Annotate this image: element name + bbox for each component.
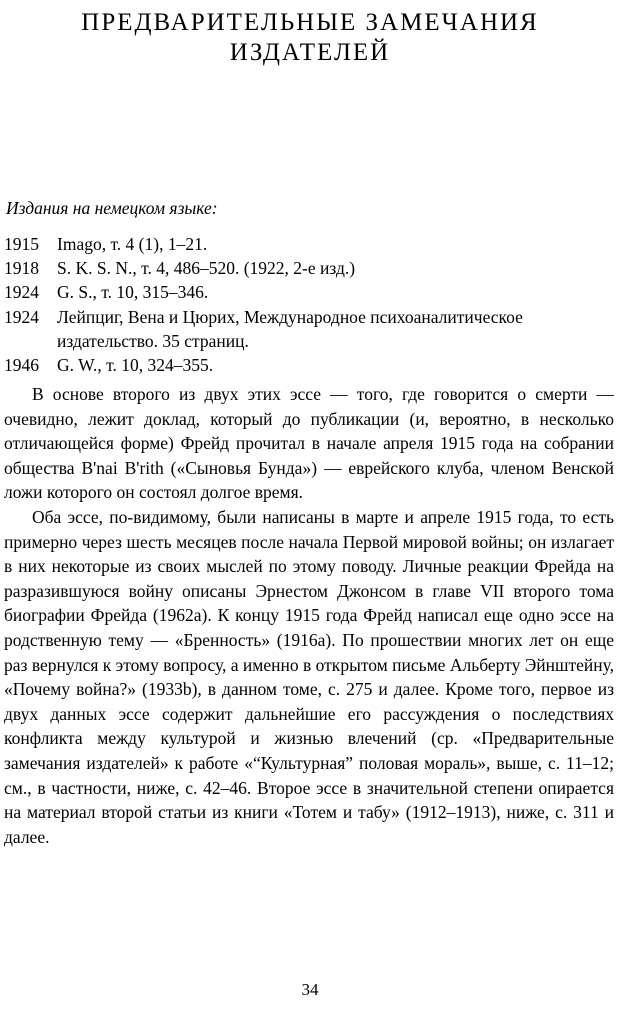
title-line-2: ИЗДАТЕЛЕЙ xyxy=(229,39,391,66)
edition-year: 1924 xyxy=(4,306,39,327)
paragraph: В основе второго из двух этих эссе — того, где говорится о смерти — очевидно, лежит доклад, который до публикации (и, вероятно, в несколько отличающейся форме) Фрейд прочитал в начале апреля 1915 года на собрании общества B'nai B'rith («Сыновья Бунда») — еврейского клуба, членом Венской ложи которого он состоял долгое время. xyxy=(4,384,614,503)
edition-text: Лейпциг, Вена и Цюрих, Международное психоаналитическое издательство. 35 страниц. xyxy=(57,306,523,351)
edition-entry xyxy=(4,256,614,280)
edition-year: 1915 xyxy=(4,234,39,254)
edition-entry xyxy=(4,305,614,353)
edition-year: 1946 xyxy=(4,355,39,376)
edition-text: G. W., т. 10, 324–355. xyxy=(57,355,214,376)
edition-text: Imago, т. 4 (1), 1–21. xyxy=(57,234,208,254)
edition-year: 1924 xyxy=(4,282,39,303)
body-text xyxy=(4,382,614,849)
edition-entry xyxy=(4,280,614,304)
paragraph: Оба эссе, по-видимому, были написаны в марте и апреле 1915 года, то есть примерно через шесть месяцев после начала Первой мировой войны; он излагает в них некоторые из своих мыслей по этому поводу. Личные реакции Фрейда на разразившуюся войну описаны Эрнестом Джонсом в главе VII второго тома биографии Фрейда (1962a). К концу 1915 года Фрейд написал еще одно эссе на родственную тему — «Бренность» (1916a). По прошествии многих лет он еще раз вернулся к этому вопросу, а именно в открытом письме Альберту Эйнштейну, «Почему война?» (1933b), в данном томе, с. 275 и далее. Кроме того, первое из двух данных эссе содержит дальнейшие его рассуждения о последствиях конфликта между культурой и жизнью влечений (ср. «Предварительные замечания издателей» к работе «“Культурная” половая мораль», выше, с. 11–12; см., в частности, ниже, с. 42–46. Второе эссе в значительной степени опирается на материал второй статьи из книги «Тотем и табу» (1912–1913), ниже, с. 311 и далее. xyxy=(4,506,614,847)
editions-list xyxy=(4,232,614,377)
page-title xyxy=(0,8,620,68)
edition-entry xyxy=(4,353,614,377)
edition-year: 1918 xyxy=(4,258,39,279)
edition-entry xyxy=(4,232,614,256)
edition-text: S. K. S. N., т. 4, 486–520. (1922, 2-е изд.) xyxy=(57,258,356,279)
edition-text: G. S., т. 10, 315–346. xyxy=(57,282,209,303)
editions-heading: Издания на немецком языке: xyxy=(6,198,218,218)
page-number: 34 xyxy=(301,980,319,999)
title-line-1: ПРЕДВАРИТЕЛЬНЫЕ ЗАМЕЧАНИЯ xyxy=(81,9,539,36)
